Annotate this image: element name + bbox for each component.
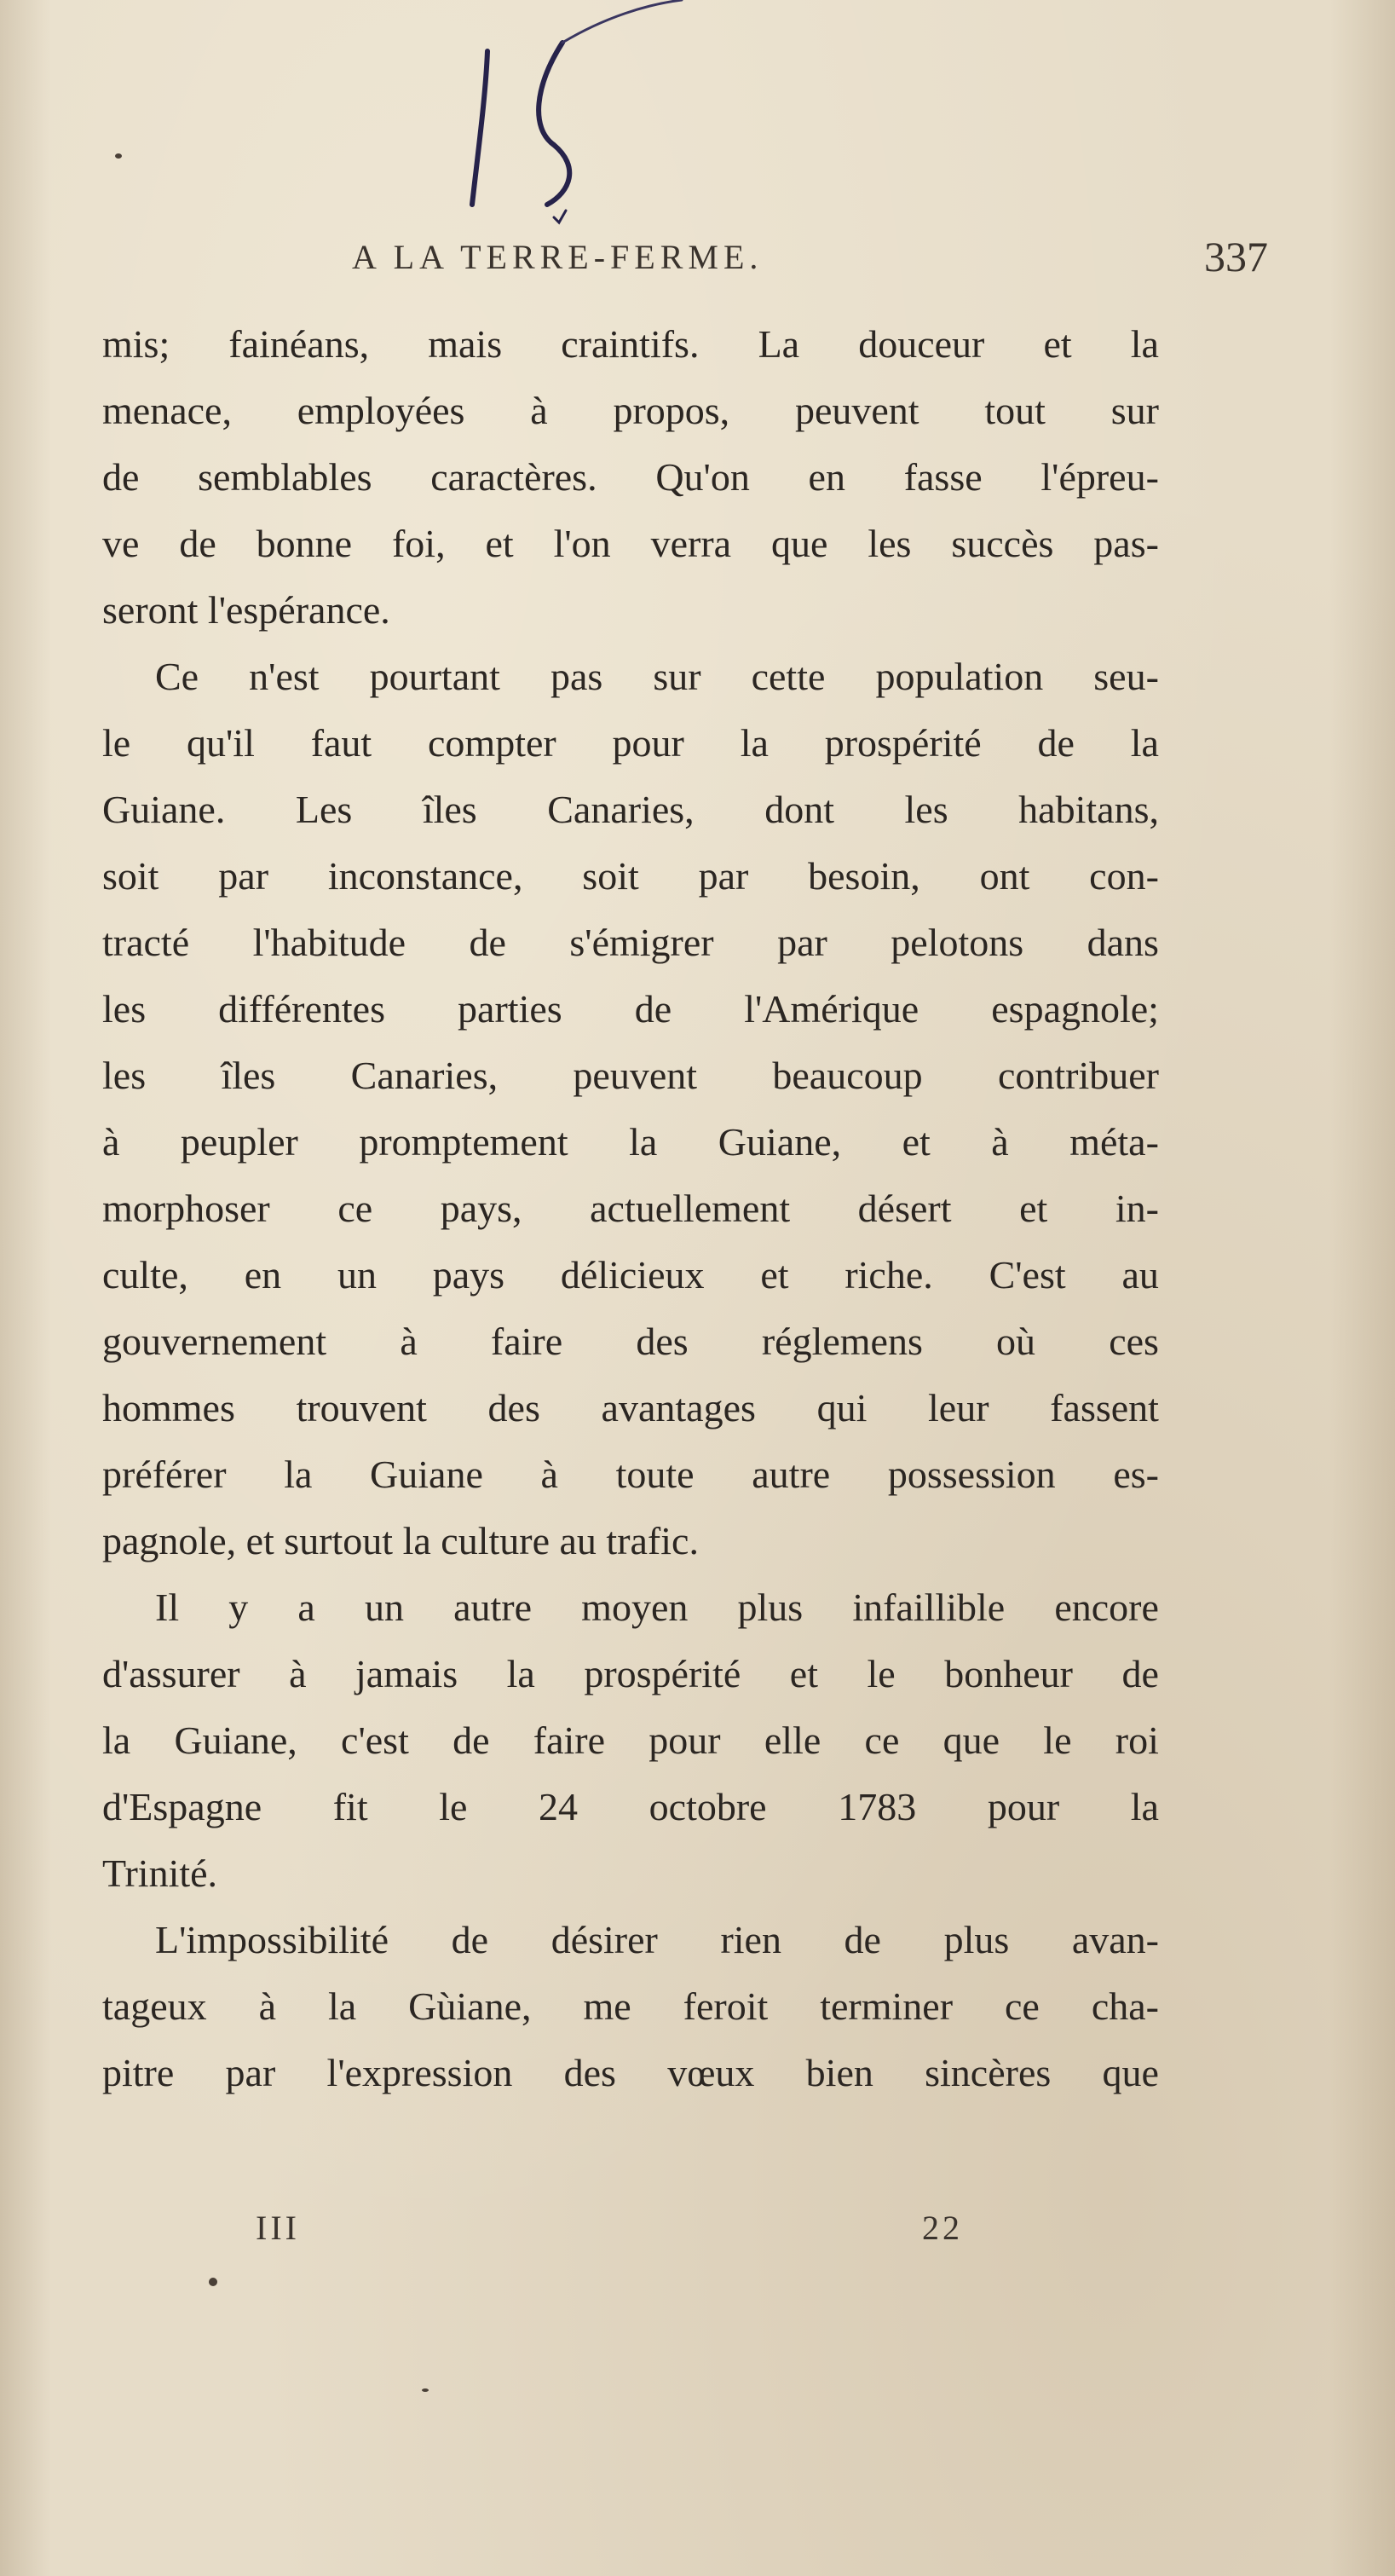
text-word: de bbox=[179, 522, 216, 565]
text-line bbox=[102, 1242, 1159, 1308]
text-word: d'assurer bbox=[102, 1652, 240, 1695]
ink-speck bbox=[422, 2388, 429, 2392]
text-word: L'impossibilité bbox=[155, 1918, 389, 1961]
text-word: des bbox=[636, 1320, 689, 1363]
text-word: de bbox=[634, 987, 672, 1031]
text-word: toute bbox=[615, 1453, 695, 1496]
text-word: seu- bbox=[1093, 655, 1159, 698]
text-line bbox=[102, 378, 1159, 444]
text-word: sur bbox=[1110, 389, 1159, 432]
text-line bbox=[102, 910, 1159, 976]
text-word: préférer bbox=[102, 1453, 227, 1496]
text-line bbox=[102, 2040, 1159, 2106]
text-line bbox=[102, 644, 1159, 710]
text-word: inconstance, bbox=[327, 854, 523, 898]
text-word: terminer bbox=[820, 1984, 954, 2028]
text-line bbox=[102, 1308, 1159, 1375]
text-word: bien bbox=[805, 2051, 873, 2094]
text-line bbox=[102, 1574, 1159, 1641]
text-word: îles bbox=[422, 788, 477, 831]
text-word: la bbox=[1130, 1785, 1159, 1828]
text-word: les bbox=[868, 522, 912, 565]
text-word: riche. bbox=[844, 1253, 933, 1297]
running-head bbox=[352, 233, 1268, 288]
text-word: ve bbox=[102, 522, 140, 565]
text-word: elle bbox=[764, 1718, 821, 1762]
text-line bbox=[102, 1641, 1159, 1707]
text-line bbox=[102, 710, 1159, 777]
text-word: plus bbox=[737, 1585, 804, 1629]
text-word: pitre bbox=[102, 2051, 175, 2094]
text-word: con- bbox=[1089, 854, 1159, 898]
text-word: succès bbox=[951, 522, 1054, 565]
text-word: avantages bbox=[601, 1386, 756, 1430]
text-word: gouvernement bbox=[102, 1320, 327, 1363]
text-word: s'émigrer bbox=[569, 921, 714, 964]
text-word: de bbox=[453, 1718, 490, 1762]
text-word: de bbox=[844, 1918, 881, 1961]
text-word: Guiane, bbox=[718, 1120, 842, 1164]
text-line-words: pagnole, et surtout la culture au trafic. bbox=[102, 1519, 699, 1562]
text-word: feroit bbox=[683, 1984, 769, 2028]
ink-speck bbox=[115, 153, 122, 159]
text-word: à bbox=[258, 1984, 277, 2028]
text-word: à bbox=[400, 1320, 418, 1363]
text-word: Qu'on bbox=[655, 455, 750, 499]
text-word: vœux bbox=[667, 2051, 755, 2094]
text-word: le bbox=[102, 721, 131, 765]
text-word: ces bbox=[1109, 1320, 1159, 1363]
text-word: peuvent bbox=[794, 389, 919, 432]
text-word: à bbox=[530, 389, 548, 432]
text-word: Guiane bbox=[370, 1453, 483, 1496]
text-word: autre bbox=[752, 1453, 831, 1496]
text-word: Guiane. bbox=[102, 788, 226, 831]
text-word: roi bbox=[1115, 1718, 1159, 1762]
text-word: faut bbox=[310, 721, 372, 765]
ink-speck bbox=[209, 2278, 217, 2286]
text-word: peuvent bbox=[573, 1054, 698, 1097]
body-text bbox=[102, 311, 1159, 2106]
text-word: sincères bbox=[925, 2051, 1052, 2094]
text-word: et bbox=[902, 1120, 931, 1164]
text-word: dans bbox=[1087, 921, 1159, 964]
text-line bbox=[102, 1375, 1159, 1441]
text-word: différentes bbox=[218, 987, 385, 1031]
text-word: la bbox=[629, 1120, 658, 1164]
text-word: pelotons bbox=[891, 921, 1024, 964]
text-word: et bbox=[789, 1652, 818, 1695]
text-word: de bbox=[469, 921, 506, 964]
text-word: méta- bbox=[1069, 1120, 1159, 1164]
text-word: bonne bbox=[256, 522, 353, 565]
text-word: propos, bbox=[613, 389, 730, 432]
text-word: pays, bbox=[440, 1187, 522, 1230]
text-word: par bbox=[218, 854, 269, 898]
page-number: 337 bbox=[1204, 233, 1268, 280]
text-word: que bbox=[942, 1718, 1000, 1762]
text-word: par bbox=[225, 2051, 276, 2094]
text-line bbox=[102, 1707, 1159, 1774]
text-word: mis; bbox=[102, 322, 170, 366]
text-word: un bbox=[364, 1585, 404, 1629]
text-word: en bbox=[244, 1253, 282, 1297]
text-word: ce bbox=[864, 1718, 900, 1762]
text-word: la bbox=[284, 1453, 313, 1496]
text-line bbox=[102, 511, 1159, 577]
text-line bbox=[102, 777, 1159, 843]
text-word: que bbox=[1102, 2051, 1159, 2094]
text-word: les bbox=[102, 987, 147, 1031]
text-word: culte, bbox=[102, 1253, 188, 1297]
text-word: de bbox=[1037, 721, 1075, 765]
text-word: bonheur bbox=[944, 1652, 1073, 1695]
text-word: la bbox=[327, 1984, 357, 2028]
text-word: faire bbox=[490, 1320, 563, 1363]
text-word: et bbox=[760, 1253, 789, 1297]
text-word: sur bbox=[653, 655, 701, 698]
text-word: pour bbox=[612, 721, 684, 765]
text-word: qu'il bbox=[187, 721, 255, 765]
text-word: 24 bbox=[539, 1785, 579, 1828]
text-word: les bbox=[102, 1054, 147, 1097]
running-title: A LA TERRE-FERME. bbox=[352, 238, 764, 276]
text-word: fasse bbox=[903, 455, 983, 499]
text-word: c'est bbox=[341, 1718, 409, 1762]
text-word: caractères. bbox=[430, 455, 597, 499]
text-word: espagnole; bbox=[991, 987, 1159, 1031]
text-line bbox=[102, 1907, 1159, 1973]
text-word: population bbox=[875, 655, 1044, 698]
text-word: et bbox=[1043, 322, 1072, 366]
text-word: la bbox=[740, 721, 769, 765]
text-word: 1783 bbox=[838, 1785, 917, 1828]
text-word: es- bbox=[1113, 1453, 1159, 1496]
text-word: mais bbox=[428, 322, 503, 366]
text-word: l'épreu- bbox=[1040, 455, 1159, 499]
text-word: prospérité bbox=[584, 1652, 741, 1695]
text-word: des bbox=[487, 1386, 540, 1430]
text-word: des bbox=[563, 2051, 616, 2094]
text-line bbox=[102, 1175, 1159, 1242]
text-word: que bbox=[770, 522, 828, 565]
text-line bbox=[102, 1043, 1159, 1109]
text-word: me bbox=[583, 1984, 631, 2028]
text-word: désert bbox=[857, 1187, 952, 1230]
text-word: Il bbox=[155, 1585, 180, 1629]
text-word: et bbox=[485, 522, 514, 565]
text-word: dont bbox=[764, 788, 834, 831]
text-word: Gùiane, bbox=[408, 1984, 532, 2028]
text-word: hommes bbox=[102, 1386, 235, 1430]
text-word: soit bbox=[102, 854, 159, 898]
text-word: le bbox=[867, 1652, 896, 1695]
text-line bbox=[102, 1508, 1159, 1574]
text-word: les bbox=[904, 788, 948, 831]
text-word: rien bbox=[720, 1918, 781, 1961]
text-word: octobre bbox=[649, 1785, 767, 1828]
text-word: à bbox=[991, 1120, 1009, 1164]
text-word: pas- bbox=[1093, 522, 1159, 565]
text-word: îles bbox=[221, 1054, 276, 1097]
text-word: craintifs. bbox=[561, 322, 700, 366]
text-word: cette bbox=[751, 655, 826, 698]
text-word: verra bbox=[650, 522, 732, 565]
text-word: moyen bbox=[581, 1585, 689, 1629]
text-word: beaucoup bbox=[772, 1054, 923, 1097]
text-word: autre bbox=[453, 1585, 533, 1629]
text-line bbox=[102, 444, 1159, 511]
text-word: y bbox=[228, 1585, 249, 1629]
text-word: employées bbox=[297, 389, 465, 432]
text-word: encore bbox=[1054, 1585, 1159, 1629]
text-word: le bbox=[439, 1785, 468, 1828]
text-word: la bbox=[506, 1652, 535, 1695]
text-line bbox=[102, 1109, 1159, 1175]
text-word: par bbox=[698, 854, 749, 898]
text-word: délicieux bbox=[560, 1253, 705, 1297]
text-word: besoin, bbox=[808, 854, 920, 898]
text-word: foi, bbox=[391, 522, 446, 565]
text-word: fit bbox=[332, 1785, 368, 1828]
text-word: tageux bbox=[102, 1984, 207, 2028]
text-word: soit bbox=[582, 854, 639, 898]
text-word: Ce bbox=[155, 655, 199, 698]
text-word: pays bbox=[432, 1253, 505, 1297]
text-word: cha- bbox=[1091, 1984, 1159, 2028]
text-line bbox=[102, 311, 1159, 378]
text-word: de bbox=[451, 1918, 489, 1961]
text-word: compter bbox=[428, 721, 556, 765]
text-word: a bbox=[297, 1585, 315, 1629]
text-word: tracté bbox=[102, 921, 190, 964]
text-line-words: seront l'espérance. bbox=[102, 588, 390, 632]
text-word: et bbox=[1019, 1187, 1048, 1230]
text-line bbox=[102, 1441, 1159, 1508]
text-word: Guiane, bbox=[174, 1718, 297, 1762]
text-word: d'Espagne bbox=[102, 1785, 262, 1828]
text-word: parties bbox=[458, 987, 562, 1031]
text-word: la bbox=[1130, 721, 1159, 765]
text-word: prospérité bbox=[824, 721, 982, 765]
signature-volume: III bbox=[256, 2209, 300, 2247]
text-word: n'est bbox=[249, 655, 320, 698]
text-word: Les bbox=[295, 788, 353, 831]
text-word: plus bbox=[943, 1918, 1010, 1961]
signature-sheet: 22 bbox=[922, 2209, 963, 2247]
text-line-words: Trinité. bbox=[102, 1851, 218, 1895]
text-word: réglemens bbox=[761, 1320, 923, 1363]
footer bbox=[256, 2208, 963, 2259]
text-word: possession bbox=[887, 1453, 1056, 1496]
text-word: fassent bbox=[1050, 1386, 1159, 1430]
text-word: l'Amérique bbox=[744, 987, 919, 1031]
text-word: tout bbox=[984, 389, 1046, 432]
text-word: habitans, bbox=[1018, 788, 1159, 831]
text-word: le bbox=[1043, 1718, 1072, 1762]
text-word: jamais bbox=[355, 1652, 458, 1695]
text-word: trouvent bbox=[296, 1386, 427, 1430]
text-word: de bbox=[1121, 1652, 1159, 1695]
text-line bbox=[102, 1840, 1159, 1907]
text-line bbox=[102, 976, 1159, 1043]
text-word: qui bbox=[816, 1386, 868, 1430]
text-word: à bbox=[289, 1652, 307, 1695]
text-word: semblables bbox=[198, 455, 372, 499]
text-word: fainéans, bbox=[228, 322, 370, 366]
text-word: peupler bbox=[180, 1120, 298, 1164]
text-word: C'est bbox=[989, 1253, 1066, 1297]
text-word: désirer bbox=[551, 1918, 658, 1961]
text-word: douceur bbox=[858, 322, 985, 366]
text-word: promptement bbox=[359, 1120, 568, 1164]
text-word: pas bbox=[550, 655, 603, 698]
text-line bbox=[102, 577, 1159, 644]
text-word: à bbox=[540, 1453, 558, 1496]
text-word: en bbox=[808, 455, 845, 499]
text-word: l'on bbox=[553, 522, 611, 565]
text-word: pourtant bbox=[369, 655, 500, 698]
text-word: contribuer bbox=[997, 1054, 1159, 1097]
text-line bbox=[102, 843, 1159, 910]
text-word: un bbox=[337, 1253, 377, 1297]
text-word: ont bbox=[979, 854, 1030, 898]
text-word: Canaries, bbox=[350, 1054, 499, 1097]
text-word: ce bbox=[1005, 1984, 1040, 2028]
text-word: la bbox=[102, 1718, 131, 1762]
text-word: actuellement bbox=[590, 1187, 791, 1230]
text-word: avan- bbox=[1071, 1918, 1159, 1961]
text-word: où bbox=[996, 1320, 1036, 1363]
text-word: pour bbox=[987, 1785, 1060, 1828]
text-word: la bbox=[1130, 322, 1159, 366]
text-word: l'habitude bbox=[252, 921, 406, 964]
text-line bbox=[102, 1973, 1159, 2040]
text-word: au bbox=[1121, 1253, 1159, 1297]
text-word: ce bbox=[337, 1187, 373, 1230]
handwritten-page-mark bbox=[435, 0, 707, 230]
text-word: in- bbox=[1115, 1187, 1159, 1230]
text-word: morphoser bbox=[102, 1187, 270, 1230]
text-word: faire bbox=[533, 1718, 606, 1762]
text-word: pour bbox=[649, 1718, 721, 1762]
text-word: La bbox=[758, 322, 800, 366]
text-word: de bbox=[102, 455, 140, 499]
text-line bbox=[102, 1774, 1159, 1840]
text-word: infaillible bbox=[852, 1585, 1006, 1629]
text-word: Canaries, bbox=[547, 788, 695, 831]
text-word: l'expression bbox=[326, 2051, 513, 2094]
text-word: par bbox=[777, 921, 827, 964]
text-word: menace, bbox=[102, 389, 232, 432]
text-word: à bbox=[102, 1120, 120, 1164]
text-word: leur bbox=[928, 1386, 989, 1430]
